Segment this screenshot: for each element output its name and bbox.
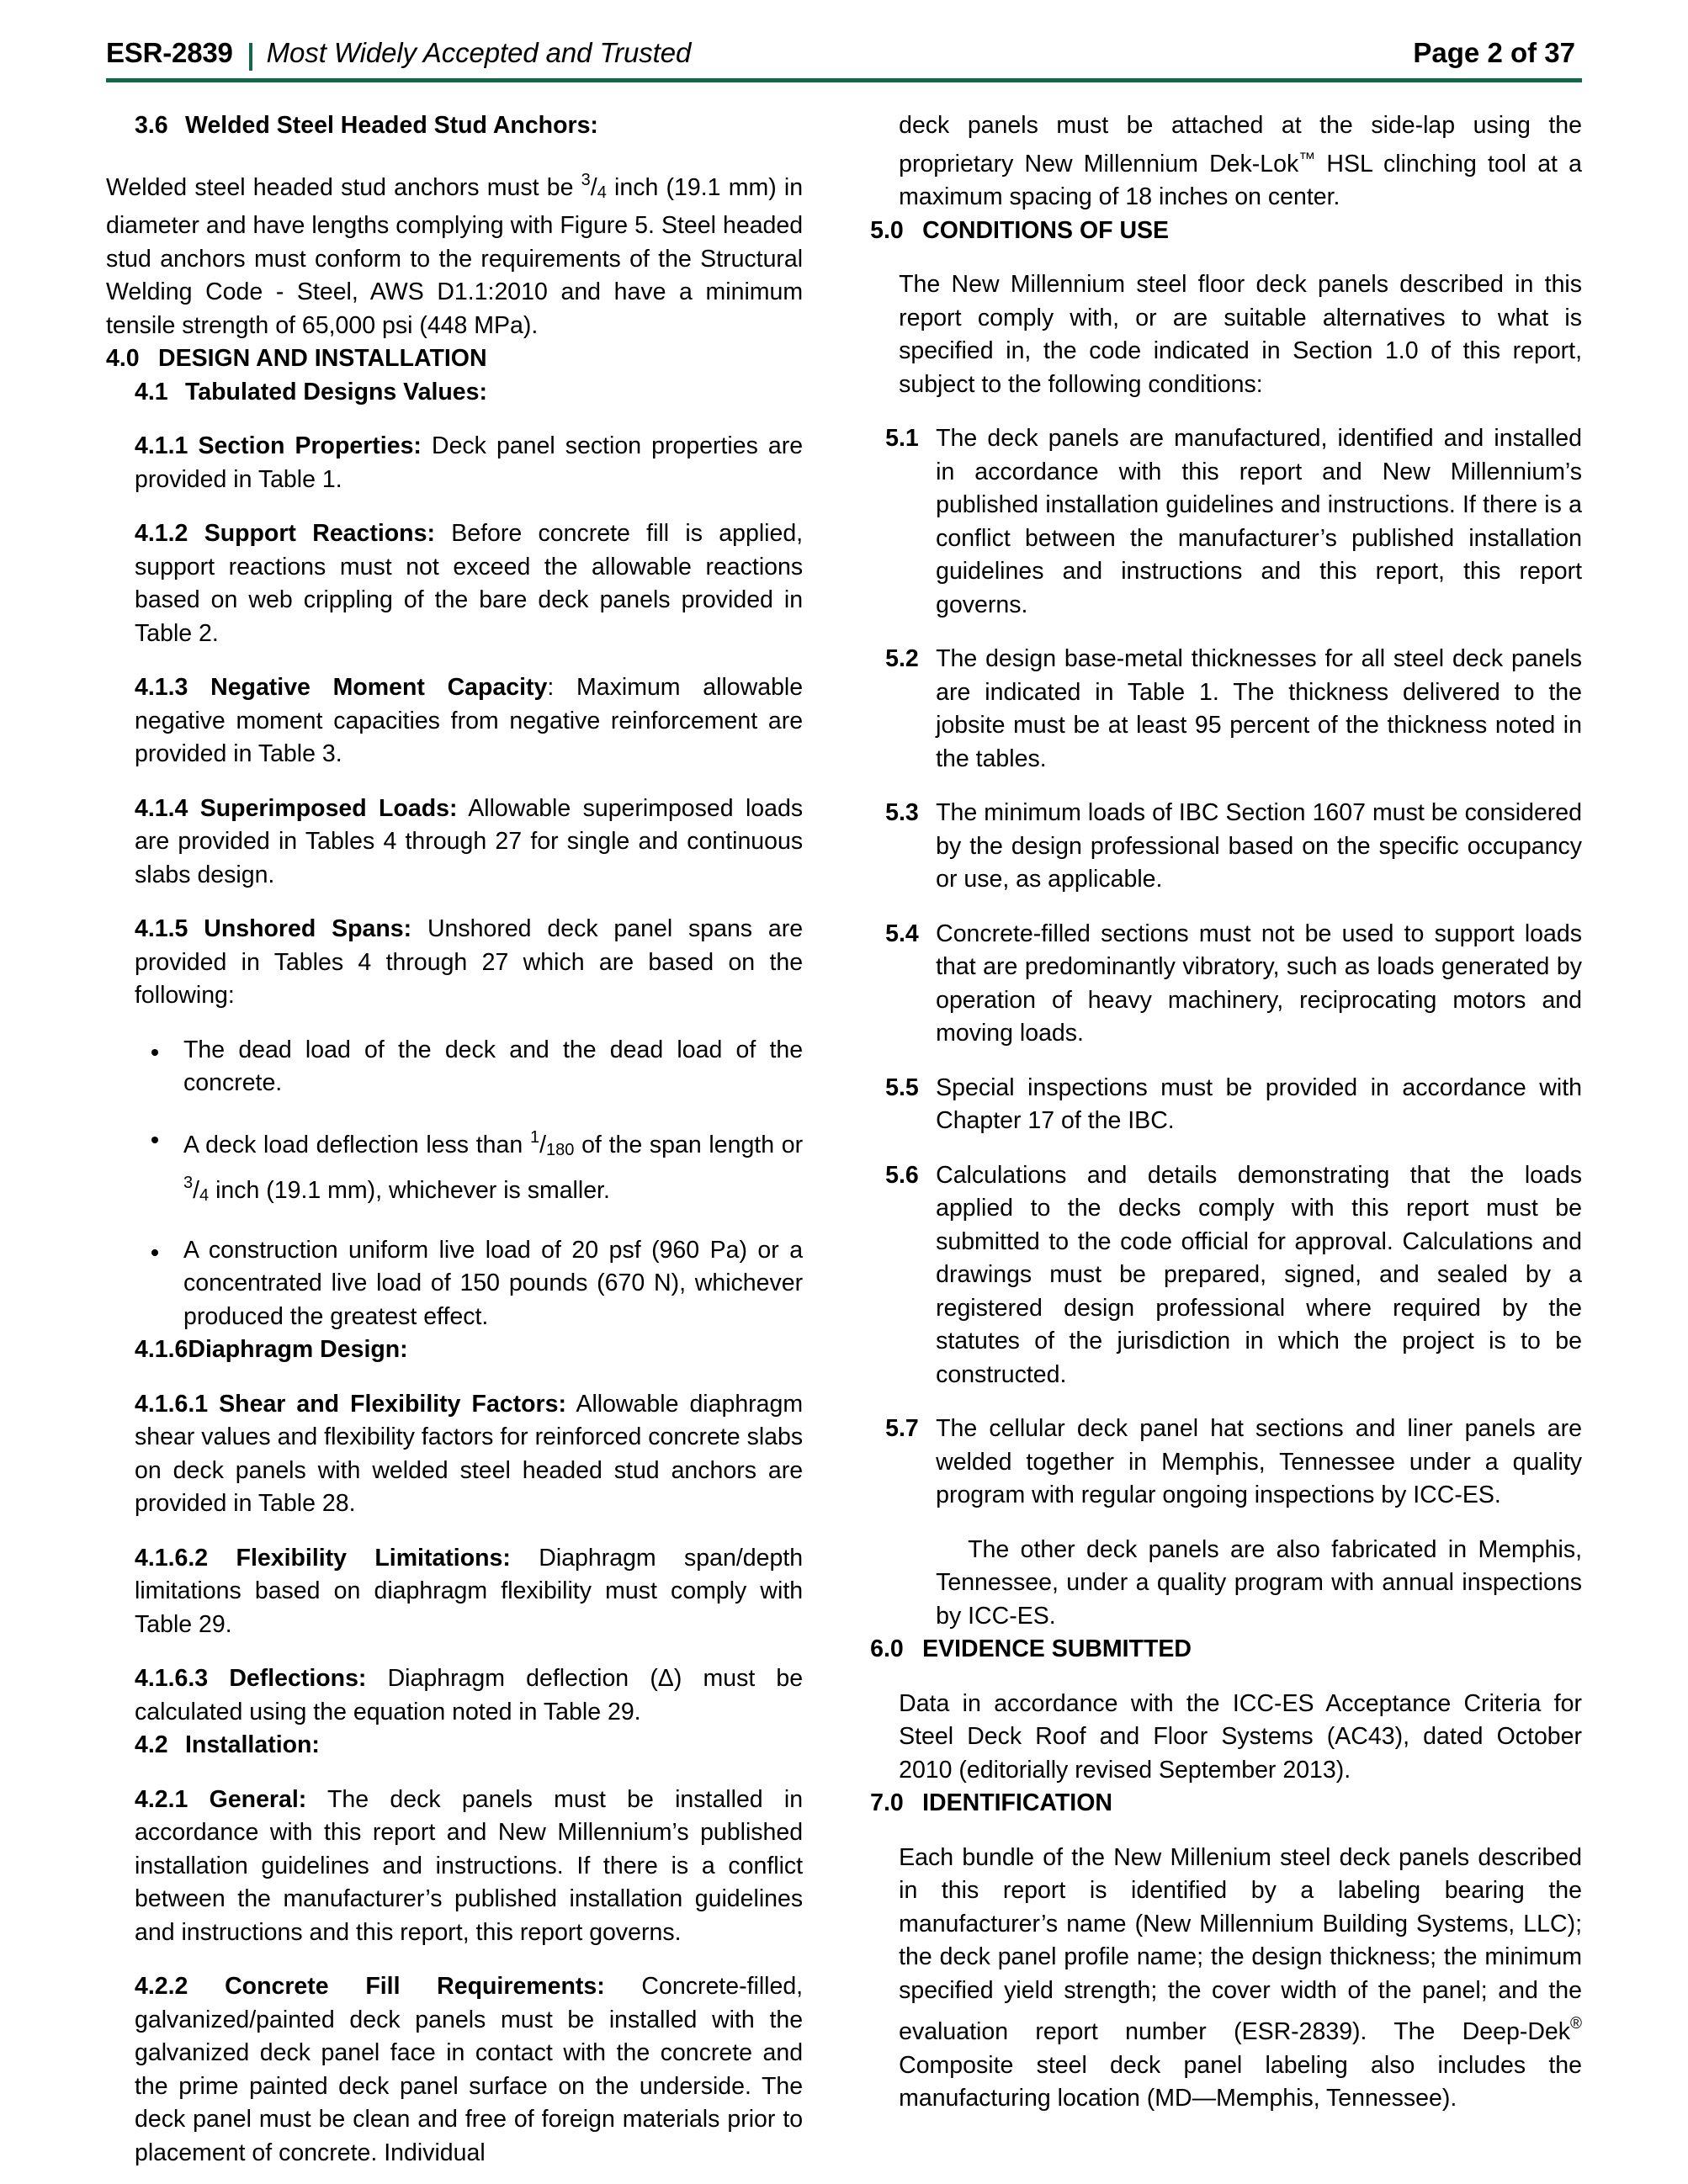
condition-text: The design base-metal thicknesses for all steel deck panels are indicated in Table 1. The thickness delivered to the jobsite must be at least 95 percent of the thickness noted in the tables. xyxy=(936,645,1582,772)
label-4-1-4: 4.1.4 Superimposed Loads: xyxy=(135,794,458,822)
bullet-1-text: The dead load of the deck and the dead load of the concrete. xyxy=(183,1036,804,1096)
paragraph-4-1-5 xyxy=(106,913,803,1013)
heading-3-6-number: 3.6 xyxy=(135,112,168,139)
heading-4-0-number: 4.0 xyxy=(106,345,140,372)
body-4-1-6-1: Allowable diaphragm shear values and flexibility factors for reinforced concrete slabs on deck panels with welded steel headed stud anchors are provided in Table 28. xyxy=(135,1390,804,1517)
paragraph-4-1-6-2 xyxy=(106,1542,803,1642)
heading-6-0-number: 6.0 xyxy=(870,1635,904,1662)
body-4-1-2: Before concrete fill is applied, support reactions must not exceed the allowable reactions based on web crippling of the bare deck panels provided in Table 2. xyxy=(135,520,804,647)
heading-7-0 xyxy=(870,1787,1582,1821)
paragraph-4-2-1 xyxy=(106,1784,803,1950)
paragraph-4-1-4 xyxy=(106,792,803,893)
condition-item-5-1 xyxy=(870,422,1582,622)
fraction-three-quarters xyxy=(183,1174,210,1205)
condition-number: 5.6 xyxy=(885,1161,919,1189)
body-4-1-6-2: Diaphragm span/depth limitations based on diaphragm flexibility must comply with Table 29. xyxy=(135,1544,804,1638)
condition-number: 5.5 xyxy=(885,1073,919,1101)
heading-4-1-6 xyxy=(106,1333,803,1367)
bullet-2-part3: inch (19.1 mm), whichever is smaller. xyxy=(209,1177,610,1204)
fraction-numerator: 1 xyxy=(529,1127,540,1147)
bullet-3-text: A construction uniform live load of 20 psf (960 Pa) or a concentrated live load of 150 pounds (670 N), whichever produced the greatest effect. xyxy=(183,1236,804,1330)
list-item xyxy=(141,1234,803,1334)
heading-4-1-6-text: Diaphragm Design: xyxy=(188,1336,408,1363)
condition-text: Calculations and details demonstrating that the loads applied to the decks comply with this report must be submitted to the code official for approval. Calculations and drawings must be prepared, signed, and sealed by a registered design professional where required by the statutes of the jurisdiction in which the project is to be constructed. xyxy=(936,1161,1582,1388)
column-gutter xyxy=(818,109,870,2170)
paragraph-4-1-6-1 xyxy=(106,1388,803,1521)
body-4-1-1: Deck panel section properties are provided in Table 1. xyxy=(135,432,804,493)
condition-item-5-7 xyxy=(870,1413,1582,1513)
heading-4-0 xyxy=(106,342,803,376)
unshored-spans-bullet-list xyxy=(106,1034,803,1334)
fraction-one-one-eightieth xyxy=(529,1127,575,1159)
paragraph-4-1-3 xyxy=(106,671,803,771)
body-4-1-5: Unshored deck panel spans are provided in Tables 4 through 27 which are based on the following: xyxy=(135,915,804,1009)
para-3-6-part1: Welded steel headed stud anchors must be xyxy=(106,173,581,201)
body-4-1-6-3: Diaphragm deflection (Δ) must be calculated using the equation noted in Table 29. xyxy=(135,1665,804,1725)
condition-item-5-3 xyxy=(870,797,1582,897)
heading-6-0-text: EVIDENCE SUBMITTED xyxy=(922,1635,1192,1662)
heading-4-1-number: 4.1 xyxy=(135,378,168,406)
paragraph-4-2-2 xyxy=(106,1970,803,2170)
label-4-1-3: 4.1.3 Negative Moment Capacity xyxy=(135,674,548,701)
heading-4-2 xyxy=(106,1729,803,1763)
header-divider-bar xyxy=(249,43,252,71)
list-item xyxy=(141,1121,803,1213)
condition-number: 5.3 xyxy=(885,799,919,826)
heading-7-0-text: IDENTIFICATION xyxy=(922,1789,1112,1816)
registered-trademark-symbol: ® xyxy=(1570,2015,1582,2033)
carryover-part2: HSL clinching tool at a maximum spacing of 18 inches on center. xyxy=(899,150,1582,210)
paragraph-4-1-2 xyxy=(106,517,803,650)
label-4-1-6-3: 4.1.6.3 Deflections: xyxy=(135,1665,367,1692)
heading-5-0-text: CONDITIONS OF USE xyxy=(922,216,1170,244)
condition-number: 5.1 xyxy=(885,425,919,452)
report-number: ESR-2839 xyxy=(106,37,233,68)
condition-5-7-additional-paragraph: The other deck panels are also fabricated in Memphis, Tennessee, under a quality program with annual inspections by ICC-ES. xyxy=(936,1535,1582,1630)
condition-text: The minimum loads of IBC Section 1607 must be considered by the design professional based on the specific occupancy or use, as applicable. xyxy=(936,799,1582,893)
paragraph-4-1-6-3 xyxy=(106,1662,803,1729)
header-tagline: Most Widely Accepted and Trusted xyxy=(266,37,692,68)
fraction-three-quarters xyxy=(581,170,607,202)
paragraph-5-0-body: The New Millennium steel floor deck panels described in this report comply with, or are suitable alternatives to what is specified in, the code indicated in Section 1.0 of this report, subject to the following conditions: xyxy=(899,271,1582,398)
condition-number: 5.4 xyxy=(885,920,919,947)
heading-4-2-number: 4.2 xyxy=(135,1731,168,1758)
label-4-2-2: 4.2.2 Concrete Fill Requirements: xyxy=(135,1973,605,2000)
bullet-2-part1: A deck load deflection less than xyxy=(183,1131,530,1158)
heading-5-0 xyxy=(870,215,1582,248)
condition-item-5-6 xyxy=(870,1159,1582,1392)
fraction-slash: / xyxy=(539,1131,546,1158)
heading-3-6 xyxy=(106,109,803,143)
fraction-denominator: 4 xyxy=(597,183,607,202)
identification-part2: Composite steel deck panel labeling also includes the manufacturing location (MD—Memphis, Tennessee). xyxy=(899,2051,1582,2112)
para-3-6-part2: inch (19.1 mm) in diameter and have lengths complying with Figure 5. Steel headed stud anchors must conform to the requirements of the Structural Welding Code - Steel, AWS D1.1:2010 and have a minimum tensile strength of 65,000 psi (448 MPa). xyxy=(106,173,804,339)
identification-part1: Each bundle of the New Millenium steel deck panels described in this report is identified by a labeling bearing the manufacturer’s name (New Millennium Building Systems, LLC); the deck panel profile name; the design thickness; the minimum specified yield strength; the cover width of the panel; and the evaluation report number (ESR-2839). The Deep-Dek xyxy=(899,1843,1582,2045)
heading-4-2-text: Installation: xyxy=(185,1731,320,1758)
carryover-part1: deck panels must be attached at the side-lap using the proprietary New Millennium Dek-Lok xyxy=(899,112,1582,178)
body-4-2-1: The deck panels must be installed in accordance with this report and New Millennium’s published installation guidelines and instructions. If there is a conflict between the manufacturer’s published installation guidelines and instructions and this report, this report governs. xyxy=(135,1785,804,1946)
paragraph-3-6-body xyxy=(106,164,803,343)
trademark-symbol: ™ xyxy=(1298,149,1316,168)
condition-text: The deck panels are manufactured, identified and installed in accordance with this report and New Millennium’s published installation guidelines and instructions. If there is a conflict between the manufacturer’s published installation guidelines and instructions and this report, this report governs. xyxy=(936,425,1582,618)
fraction-numerator: 3 xyxy=(581,170,591,189)
two-column-body xyxy=(93,109,1595,2170)
paragraph-4-1-1 xyxy=(106,430,803,496)
header-rule xyxy=(106,78,1582,82)
paragraph-6-0-body: Data in accordance with the ICC-ES Acceptance Criteria for Steel Deck Roof and Floor Systems (AC43), dated October 2010 (editorially revised September 2013). xyxy=(899,1689,1582,1784)
fraction-denominator: 180 xyxy=(546,1140,575,1159)
label-4-1-1: 4.1.1 Section Properties: xyxy=(135,432,422,459)
heading-6-0 xyxy=(870,1633,1582,1667)
left-column xyxy=(106,109,818,2170)
list-item xyxy=(141,1034,803,1100)
condition-text: The cellular deck panel hat sections and liner panels are welded together in Memphis, Tennessee under a quality program with regular ongoing inspections by ICC-ES. xyxy=(936,1415,1582,1508)
label-4-1-6-2: 4.1.6.2 Flexibility Limitations: xyxy=(135,1544,511,1572)
body-4-2-2: Concrete-filled, galvanized/painted deck panels must be installed with the galvanized deck panel face in contact with the concrete and the prime painted deck panel surface on the underside. The deck panel must be clean and free of foreign materials prior to placement of concrete. Individual xyxy=(135,1973,804,2166)
heading-5-0-number: 5.0 xyxy=(870,216,904,244)
condition-text: Special inspections must be provided in accordance with Chapter 17 of the IBC. xyxy=(936,1073,1582,1134)
condition-item-5-2 xyxy=(870,643,1582,776)
heading-4-1-6-number: 4.1.6 xyxy=(135,1336,188,1363)
condition-text: Concrete-filled sections must not be used to support loads that are predominantly vibratory, such as loads generated by operation of heavy machinery, reciprocating motors and moving loads. xyxy=(936,920,1582,1047)
fraction-numerator: 3 xyxy=(183,1174,194,1192)
heading-4-1-text: Tabulated Designs Values: xyxy=(185,378,487,406)
condition-number: 5.7 xyxy=(885,1415,919,1442)
heading-7-0-number: 7.0 xyxy=(870,1789,904,1816)
label-4-2-1: 4.2.1 General: xyxy=(135,1785,307,1813)
fraction-denominator: 4 xyxy=(199,1186,210,1205)
paragraph-7-0-body xyxy=(870,1842,1582,2116)
body-4-1-4: Allowable superimposed loads are provided in Tables 4 through 27 for single and continuous slabs design. xyxy=(135,794,804,888)
condition-number: 5.2 xyxy=(885,645,919,672)
heading-3-6-text: Welded Steel Headed Stud Anchors: xyxy=(185,112,598,139)
heading-4-0-text: DESIGN AND INSTALLATION xyxy=(158,345,487,372)
page-header xyxy=(93,37,1595,69)
paragraph-carryover-4-2-2 xyxy=(870,109,1582,215)
condition-item-5-4 xyxy=(870,918,1582,1051)
label-4-1-2: 4.1.2 Support Reactions: xyxy=(135,520,435,547)
right-column xyxy=(870,109,1582,2170)
fraction-slash: / xyxy=(590,173,597,201)
body-4-1-3: : Maximum allowable negative moment capacities from negative reinforcement are provided in Table 3. xyxy=(135,674,804,767)
condition-item-5-5 xyxy=(870,1072,1582,1138)
bullet-2-part2: of the span length or xyxy=(574,1131,804,1158)
label-4-1-5: 4.1.5 Unshored Spans: xyxy=(135,915,412,942)
header-left-group xyxy=(106,37,691,69)
label-4-1-6-1: 4.1.6.1 Shear and Flexibility Factors: xyxy=(135,1390,566,1418)
page-number: Page 2 of 37 xyxy=(1413,37,1575,68)
fraction-slash: / xyxy=(193,1177,200,1204)
heading-4-1 xyxy=(106,376,803,410)
